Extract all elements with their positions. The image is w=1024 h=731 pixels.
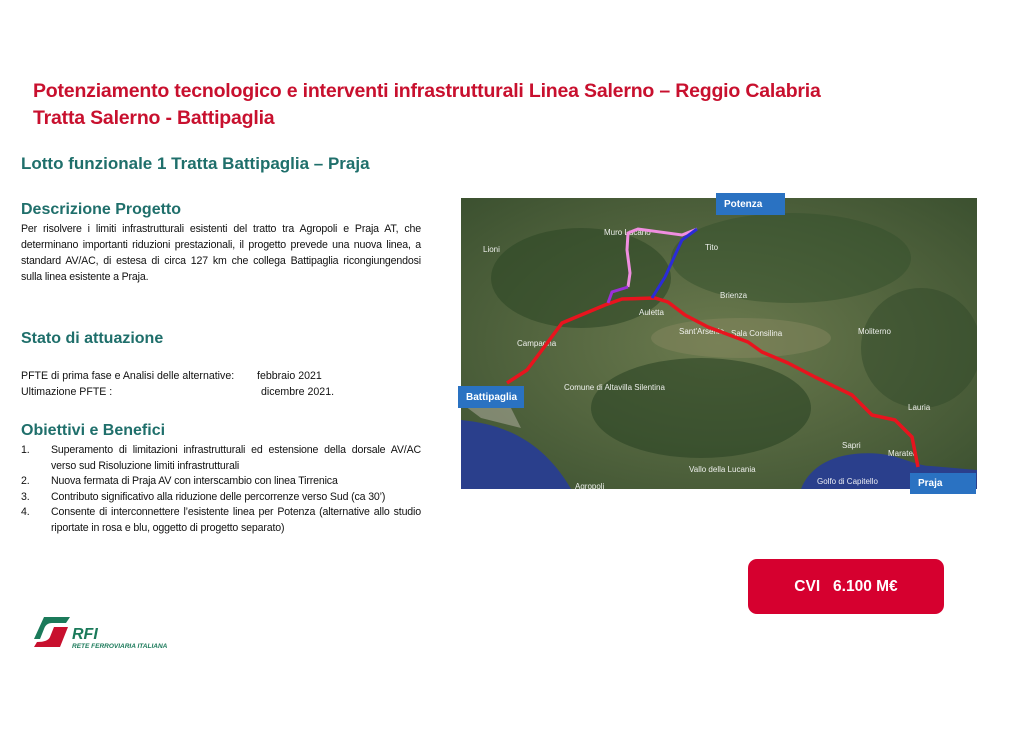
place-label: Moliterno bbox=[858, 327, 891, 336]
route-map bbox=[461, 198, 977, 489]
place-label: Lauria bbox=[908, 403, 931, 412]
map-label-potenza: Potenza bbox=[716, 193, 785, 215]
place-label: Lioni bbox=[483, 245, 500, 254]
place-label: Comune di Altavilla Silentina bbox=[564, 383, 665, 392]
cvi-badge: CVI 6.100 M€ bbox=[748, 559, 944, 614]
place-label: Vallo della Lucania bbox=[689, 465, 756, 474]
item-text: Superamento di limitazioni infrastrutturali ed estensione della dorsale AV/AC verso sud Risoluzione limiti infrastrutturali bbox=[51, 444, 421, 472]
svg-text:RFI: RFI bbox=[72, 626, 98, 643]
item-number: 1. bbox=[21, 444, 30, 456]
obiettivi-list bbox=[21, 443, 421, 536]
place-label: Muro Lucano bbox=[604, 228, 651, 237]
place-label: Auletta bbox=[639, 308, 664, 317]
list-item bbox=[21, 474, 421, 490]
stato-heading: Stato di attuazione bbox=[21, 330, 164, 347]
map-label-battipaglia: Battipaglia bbox=[458, 386, 524, 408]
item-text: Consente di interconnettere l’esistente linea per Potenza (alternative allo studio riportate in rosa e blu, oggetto di progetto separato) bbox=[51, 506, 421, 534]
rfi-logo-mark bbox=[32, 615, 192, 651]
place-label: Sapri bbox=[842, 441, 861, 450]
stato-row bbox=[21, 384, 334, 400]
subtitle: Lotto funzionale 1 Tratta Battipaglia – Praja bbox=[21, 154, 370, 173]
stato-value: dicembre 2021. bbox=[261, 386, 335, 398]
satellite-map bbox=[461, 198, 977, 489]
page-title bbox=[33, 78, 821, 132]
list-item bbox=[21, 505, 421, 536]
list-item bbox=[21, 490, 421, 506]
svg-text:RETE FERROVIARIA ITALIANA: RETE FERROVIARIA ITALIANA bbox=[72, 643, 168, 650]
place-label: Maratea bbox=[888, 449, 918, 458]
place-label: Agropoli bbox=[575, 482, 605, 489]
descrizione-heading: Descrizione Progetto bbox=[21, 201, 182, 218]
item-number: 2. bbox=[21, 475, 30, 487]
stato-value: febbraio 2021 bbox=[257, 370, 322, 382]
item-text: Contributo significativo alla riduzione delle percorrenze verso Sud (ca 30’) bbox=[51, 490, 386, 503]
place-label: Tito bbox=[705, 243, 719, 252]
stato-row bbox=[21, 368, 334, 384]
obiettivi-heading: Obiettivi e Benefici bbox=[21, 422, 166, 439]
list-item bbox=[21, 443, 421, 474]
item-text: Nuova fermata di Praja AV con interscambio con linea Tirrenica bbox=[51, 475, 338, 487]
stato-list bbox=[21, 368, 334, 400]
descrizione-text: Per risolvere i limiti infrastrutturali esistenti del tratto tra Agropoli e Praja AT, che determinano importanti riduzioni prestazionali, il progetto prevede una nuova linea, a standard AV/AC, di estesa di circa 127 km che collega Battipaglia ricongiungendosi sulla linea esistente a Praja. bbox=[21, 223, 421, 283]
place-label: Campagna bbox=[517, 339, 557, 348]
rfi-logo bbox=[32, 615, 192, 651]
place-label: Sant'Arsenio bbox=[679, 327, 725, 336]
place-label: Golfo di Capitello bbox=[817, 477, 878, 486]
stato-label: Ultimazione PFTE : bbox=[21, 386, 113, 398]
item-number: 4. bbox=[21, 506, 30, 518]
map-label-praja: Praja bbox=[910, 473, 976, 494]
title-line-1: Potenziamento tecnologico e interventi infrastrutturali Linea Salerno – Reggio Calabria bbox=[33, 80, 821, 102]
item-number: 3. bbox=[21, 490, 30, 503]
stato-label: PFTE di prima fase e Analisi delle alternative: bbox=[21, 370, 235, 382]
title-line-2: Tratta Salerno - Battipaglia bbox=[33, 107, 275, 129]
place-label: Sala Consilina bbox=[731, 329, 783, 338]
place-label: Brienza bbox=[720, 291, 748, 300]
